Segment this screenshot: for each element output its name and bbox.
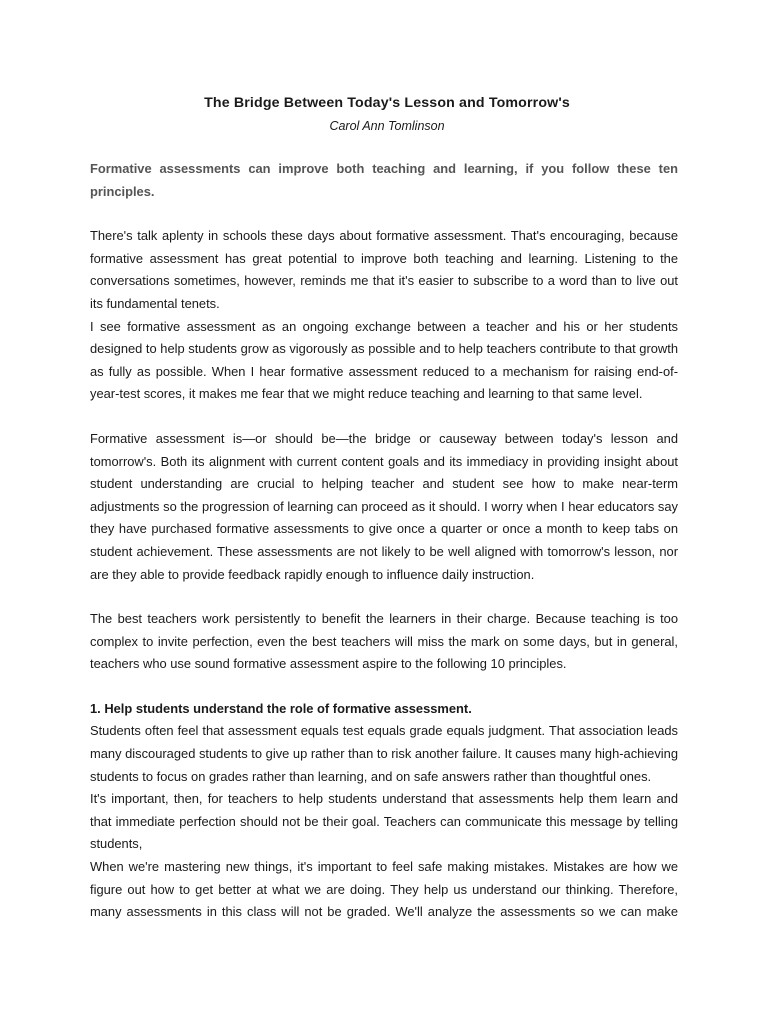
document-title: The Bridge Between Today's Lesson and Tomorrow's xyxy=(204,95,570,111)
document-author: Carol Ann Tomlinson xyxy=(329,119,445,133)
lead-paragraph: Formative assessments can improve both teaching and learning, if you follow these ten principles. xyxy=(90,161,678,199)
paragraph-1: There's talk aplenty in schools these days about formative assessment. That's encouraging, because formative assessment has great potential to improve both teaching and learning. Listening to the conversations sometimes, however, reminds me that it's easier to subscribe to a word than to live out its fundamental tenets. xyxy=(90,228,678,311)
paragraph-5: Students often feel that assessment equals test equals grade equals judgment. That association leads many discouraged students to give up rather than to risk another failure. It causes many high-achieving students to focus on grades rather than learning, and on safe answers rather than thoughtful ones. xyxy=(90,723,678,784)
paragraph-6: It's important, then, for teachers to help students understand that assessments help them learn and that immediate perfection should not be their goal. Teachers can communicate this message by telling students, xyxy=(90,791,678,852)
paragraph-2: I see formative assessment as an ongoing exchange between a teacher and his or her students designed to help students grow as vigorously as possible and to help teachers contribute to that growth as fully as possible. When I hear formative assessment reduced to a mechanism for raising end-of-year-test scores, it makes me fear that we might reduce teaching and learning to that same level. xyxy=(90,318,678,402)
paragraph-4: The best teachers work persistently to benefit the learners in their charge. Because teaching is too complex to invite perfection, even the best teachers will miss the mark on some days, but in general, teachers who use sound formative assessment aspire to the following 10 principles. xyxy=(90,611,678,672)
paragraph-gap xyxy=(90,586,678,608)
paragraph-3: Formative assessment is—or should be—the bridge or causeway between today's lesson and tomorrow's. Both its alignment with current content goals and its immediacy in providing insight about student understanding are crucial to helping teacher and student see how to make near-term adjustments so the progression of learning can proceed as it should. I worry when I hear educators say they have purchased formative assessments to give once a quarter or once a month to keep tabs on student achievement. These assessments are not likely to be well aligned with tomorrow's lesson, nor are they able to provide feedback rapidly enough to influence daily instruction. xyxy=(90,430,678,582)
section-heading-1: 1. Help students understand the role of formative assessment. xyxy=(90,700,472,716)
paragraph-gap xyxy=(90,676,678,698)
document-body xyxy=(90,94,678,924)
paragraph-gap xyxy=(90,406,678,428)
paragraph-7: When we're mastering new things, it's important to feel safe making mistakes. Mistakes are how we figure out how to get better at what we are doing. They help us understand our thinking. Therefore, many assessments in this class will not be graded. We'll analyze the assessments so we can make xyxy=(90,859,678,920)
